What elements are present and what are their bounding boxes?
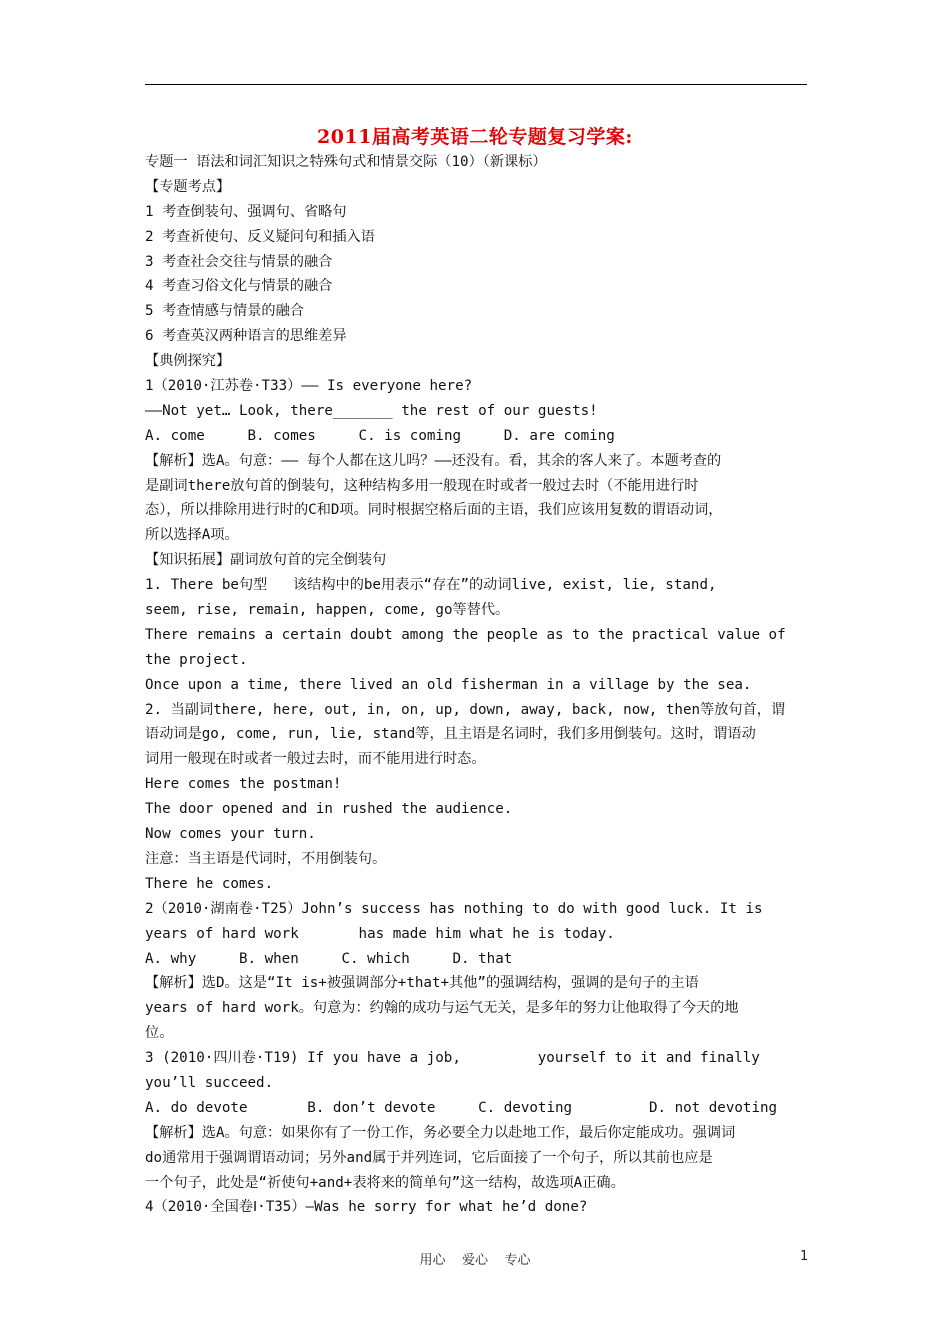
text-line: A. come B. comes C. is coming D. are coming <box>145 427 615 444</box>
text-line: 是副词there放句首的倒装句，这种结构多用一般现在时或者一般过去时（不能用进行时 <box>145 477 699 494</box>
text-line: 【专题考点】 <box>145 178 231 195</box>
text-line: 【典例探究】 <box>145 353 231 370</box>
page-footer <box>0 1249 950 1269</box>
text-line: A. why B. when C. which D. that <box>145 950 513 967</box>
text-line: seem, rise, remain, happen, come, go等替代。 <box>145 602 510 619</box>
text-line: A. do devote B. don’t devote C. devoting D. not devoting <box>145 1099 778 1116</box>
text-line: 【解析】选A。句意：—— 每个人都在这儿吗？——还没有。看，其余的客人来了。本题考查的 <box>145 452 722 469</box>
text-line: the project. <box>145 651 248 668</box>
footer-motto: 用心 爱心 专心 <box>419 1253 531 1268</box>
text-line: years of hard work。句意为：约翰的成功与运气无关，是多年的努力让他取得了今天的地 <box>145 1000 739 1017</box>
text-line: 1 考查倒装句、强调句、省略句 <box>145 203 347 220</box>
text-line: 6 考查英汉两种语言的思维差异 <box>145 328 347 345</box>
text-line: 4（2010·全国卷Ⅰ·T35）—Was he sorry for what he’d done? <box>145 1199 588 1216</box>
text-line: 【解析】选A。句意：如果你有了一份工作，务必要全力以赴地工作，最后你定能成功。强调词 <box>145 1124 736 1141</box>
text-line: you’ll succeed. <box>145 1074 274 1091</box>
text-line: ——Not yet… Look, there_______ the rest of our guests! <box>145 402 598 419</box>
text-line: 3 (2010·四川卷·T19) If you have a job, yourself to it and finally <box>145 1050 760 1067</box>
text-line: 【解析】选D。这是“It is+被强调部分+that+其他”的强调结构，强调的是句子的主语 <box>145 975 699 992</box>
text-line: 4 考查习俗文化与情景的融合 <box>145 278 333 295</box>
document-body <box>145 150 815 1220</box>
text-line: 5 考查情感与情景的融合 <box>145 303 304 320</box>
text-line: 专题一 语法和词汇知识之特殊句式和情景交际（10）（新课标） <box>145 154 547 170</box>
text-line: 词用一般现在时或者一般过去时，而不能用进行时态。 <box>145 751 486 768</box>
text-line: Once upon a time, there lived an old fisherman in a village by the sea. <box>145 676 752 693</box>
text-line: 1. There be句型 该结构中的be用表示“存在”的动词live, exist, lie, stand, <box>145 577 717 594</box>
text-line: 2. 当副词there, here, out, in, on, up, down, away, back, now, then等放句首，谓 <box>145 701 786 718</box>
text-line: years of hard work has made him what he is today. <box>145 925 615 942</box>
text-line: 2（2010·湖南卷·T25）John’s success has nothing to do with good luck. It is <box>145 900 763 917</box>
text-line: The door opened and in rushed the audience. <box>145 801 513 818</box>
text-line: 3 考查社会交往与情景的融合 <box>145 253 333 270</box>
text-line: 所以选择A项。 <box>145 527 239 544</box>
text-line: There he comes. <box>145 875 274 892</box>
text-line: 态），所以排除用进行时的C和D项。同时根据空格后面的主语，我们应该用复数的谓语动词， <box>145 502 723 519</box>
page-number: 1 <box>800 1249 809 1264</box>
text-line: 1（2010·江苏卷·T33）—— Is everyone here? <box>145 378 473 395</box>
text-line: 一个句子，此处是“祈使句+and+表将来的简单句”这一结构，故选项A正确。 <box>145 1174 625 1191</box>
text-line: Here comes the postman! <box>145 776 342 793</box>
text-line: 语动词是go, come, run, lie, stand等，且主语是名词时，我们多用倒装句。这时，谓语动 <box>145 726 756 743</box>
page-title: 2011届高考英语二轮专题复习学案: <box>317 126 633 148</box>
text-line: 位。 <box>145 1025 174 1042</box>
text-line: 注意：当主语是代词时，不用倒装句。 <box>145 850 387 867</box>
text-line: 2 考查祈使句、反义疑问句和插入语 <box>145 228 375 245</box>
text-line: do通常用于强调谓语动词；另外and属于并列连词，它后面接了一个句子，所以其前也应是 <box>145 1149 713 1166</box>
text-line: There remains a certain doubt among the people as to the practical value of <box>145 626 786 643</box>
text-line: 【知识拓展】副词放句首的完全倒装句 <box>145 552 387 569</box>
text-line: Now comes your turn. <box>145 826 316 843</box>
header-rule <box>145 84 807 85</box>
